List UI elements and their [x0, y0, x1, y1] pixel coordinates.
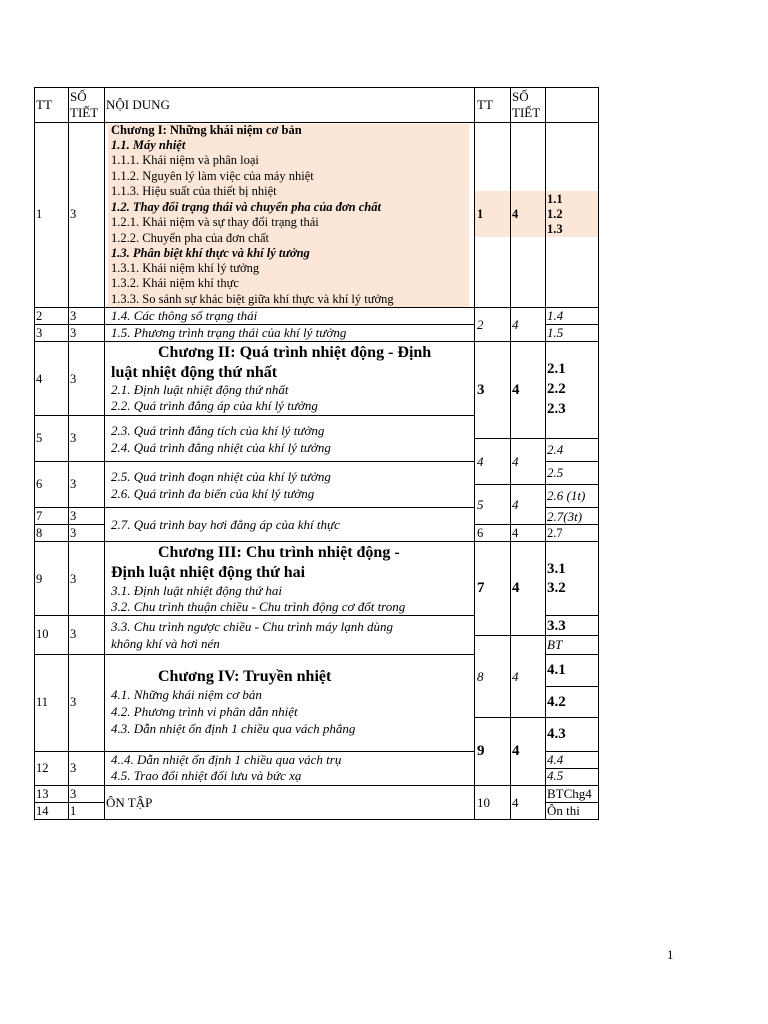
row-11-tt: 11 — [36, 695, 49, 709]
row-3-tiet: 3 — [70, 326, 77, 340]
row-6-tt: 6 — [36, 477, 43, 491]
chapter3-title-line2: Định luật nhiệt động thứ hai — [111, 564, 306, 581]
row-6-tiet: 3 — [70, 477, 77, 491]
right-ref-shading — [474, 191, 598, 237]
row-12-tt: 12 — [36, 761, 49, 775]
row-1-tiet: 3 — [70, 207, 77, 221]
chapter4-title: Chương IV: Truyền nhiệt — [158, 668, 332, 685]
header-so2: SỐ — [512, 89, 529, 104]
group-2-tiet: 4 — [512, 317, 519, 332]
ref-2-1: 2.1 — [547, 361, 566, 377]
section-1-2-2: 1.2.2. Chuyển pha của đơn chất — [111, 231, 269, 245]
group-10-tt: 10 — [477, 795, 490, 810]
row-14-tiet: 1 — [70, 804, 77, 818]
row-1-tt: 1 — [36, 207, 43, 221]
ref-3-2: 3.2 — [547, 580, 566, 596]
section-1-1-1: 1.1.1. Khái niệm và phân loại — [111, 153, 259, 167]
section-1-1: 1.1. Máy nhiệt — [111, 138, 186, 152]
chapter2-title-line2: luật nhiệt động thứ nhất — [111, 364, 278, 381]
section-1-2: 1.2. Thay đổi trạng thái và chuyển pha của đơn chất — [111, 200, 381, 214]
row-4-tiet: 3 — [70, 372, 77, 386]
group-9-tt: 9 — [477, 743, 485, 759]
header-tiet: TIẾT — [70, 105, 99, 120]
chapter1-title: Chương I: Những khái niệm cơ bản — [111, 123, 302, 137]
header-tt2: TT — [477, 97, 493, 112]
ref-2-6: 2.6 (1t) — [547, 488, 586, 503]
section-1-4: 1.4. Các thông số trạng thái — [111, 308, 258, 323]
group-8-tiet: 4 — [512, 669, 519, 684]
row-8-tt: 8 — [36, 526, 43, 540]
row-8-tiet: 3 — [70, 526, 77, 540]
ref-2-2: 2.2 — [547, 381, 566, 397]
section-1-3-3: 1.3.3. So sánh sự khác biệt giữa khí thực và khí lý tưởng — [111, 292, 394, 306]
section-2-6: 2.6. Quá trình đa biến của khí lý tưởng — [111, 486, 315, 501]
section-1-2-1: 1.2.1. Khái niệm và sự thay đổi trạng thái — [111, 215, 319, 229]
section-4-4: 4..4. Dẫn nhiệt ổn định 1 chiều qua vách trụ — [111, 752, 342, 767]
group-3-tiet: 4 — [512, 382, 520, 398]
row-9-tiet: 3 — [70, 572, 77, 586]
ref-1-3: 1.3 — [547, 222, 563, 236]
row-13-tt: 13 — [36, 787, 49, 801]
ref-btchg4: BTChg4 — [547, 786, 592, 801]
section-1-3-2: 1.3.2. Khái niệm khí thực — [111, 276, 239, 290]
ref-2-3: 2.3 — [547, 401, 566, 417]
group-7-tt: 7 — [477, 580, 485, 596]
row-12-tiet: 3 — [70, 761, 77, 775]
row-3-tt: 3 — [36, 326, 43, 340]
section-3-3-line1: 3.3. Chu trình ngược chiều - Chu trình máy lạnh dùng — [111, 619, 393, 634]
ref-3-3: 3.3 — [547, 618, 566, 634]
section-1-5: 1.5. Phương trình trạng thái của khí lý tưởng — [111, 325, 347, 340]
group-2-tt: 2 — [477, 317, 484, 332]
section-1-1-3: 1.1.3. Hiệu suất của thiết bị nhiệt — [111, 184, 277, 198]
group-6-tiet: 4 — [512, 526, 519, 540]
header-so: SỐ — [70, 89, 87, 104]
section-3-1: 3.1. Định luật nhiệt động thứ hai — [111, 583, 283, 598]
header-tiet2: TIẾT — [512, 105, 541, 120]
ref-4-3: 4.3 — [547, 726, 566, 742]
group-3-tt: 3 — [477, 382, 485, 398]
row-4-tt: 4 — [36, 372, 43, 386]
row-7-tt: 7 — [36, 509, 43, 523]
ref-4-4: 4.4 — [547, 752, 564, 767]
group-7-tiet: 4 — [512, 580, 520, 596]
group-9-tiet: 4 — [512, 743, 520, 759]
row-9-tt: 9 — [36, 572, 43, 586]
row-5-tiet: 3 — [70, 431, 77, 445]
section-2-1: 2.1. Định luật nhiệt động thứ nhất — [111, 382, 289, 397]
page-number: 1 — [667, 947, 674, 962]
ref-2-7-3t: 2.7(3t) — [547, 509, 583, 524]
section-4-5: 4.5. Trao đổi nhiệt đối lưu và bức xạ — [111, 768, 302, 783]
ref-1-5: 1.5 — [547, 325, 564, 340]
review-label: ÔN TẬP — [106, 795, 153, 810]
ref-4-2: 4.2 — [547, 694, 566, 710]
section-1-3: 1.3. Phân biệt khí thực và khí lý tưởng — [111, 246, 310, 260]
row-7-tiet: 3 — [70, 509, 77, 523]
group-6-tt: 6 — [477, 526, 484, 540]
row-11-tiet: 3 — [70, 695, 77, 709]
section-4-3: 4.3. Dẫn nhiệt ổn định 1 chiều qua vách phẳng — [111, 721, 356, 736]
row-2-tiet: 3 — [70, 309, 77, 323]
ref-4-1: 4.1 — [547, 662, 566, 678]
ref-2-4: 2.4 — [547, 442, 564, 457]
group-4-tiet: 4 — [512, 454, 519, 469]
ref-1-1: 1.1 — [547, 192, 563, 206]
row-10-tt: 10 — [36, 627, 49, 641]
section-4-2: 4.2. Phương trình vi phân dẫn nhiệt — [111, 704, 298, 719]
row-10-tiet: 3 — [70, 627, 77, 641]
group-8-tt: 8 — [477, 669, 484, 684]
ref-3-1: 3.1 — [547, 561, 566, 577]
ref-bt: BT — [547, 637, 563, 652]
section-2-7: 2.7. Quá trình bay hơi đẳng áp của khí thực — [111, 517, 340, 532]
group-5-tt: 5 — [477, 497, 484, 512]
row-2-tt: 2 — [36, 309, 43, 323]
section-2-3: 2.3. Quá trình đẳng tích của khí lý tưởng — [111, 423, 325, 438]
section-1-3-1: 1.3.1. Khái niệm khí lý tưởng — [111, 261, 260, 275]
section-2-2: 2.2. Quá trình đẳng áp của khí lý tưởng — [111, 398, 318, 413]
header-tt: TT — [36, 97, 52, 112]
ref-2-5: 2.5 — [547, 465, 564, 480]
section-2-5: 2.5. Quá trình đoạn nhiệt của khí lý tưởng — [111, 469, 331, 484]
group-1-tiet: 4 — [512, 207, 519, 221]
ref-1-4: 1.4 — [547, 308, 564, 323]
ref-2-7: 2.7 — [547, 526, 563, 540]
section-2-4: 2.4. Quá trình đẳng nhiệt của khí lý tưởng — [111, 440, 331, 455]
header-noi-dung: NỘI DUNG — [106, 97, 170, 112]
section-1-1-2: 1.1.2. Nguyên lý làm việc của máy nhiệt — [111, 169, 314, 183]
group-4-tt: 4 — [477, 454, 484, 469]
group-1-tt: 1 — [477, 207, 484, 221]
section-3-3-line2: không khí và hơi nén — [111, 636, 220, 651]
group-10-tiet: 4 — [512, 795, 519, 810]
ref-on-thi: Ôn thi — [547, 803, 580, 818]
row-13-tiet: 3 — [70, 787, 77, 801]
row-14-tt: 14 — [36, 804, 49, 818]
ref-4-5: 4.5 — [547, 768, 564, 783]
ref-1-2: 1.2 — [547, 207, 563, 221]
row-5-tt: 5 — [36, 431, 43, 445]
section-3-2: 3.2. Chu trình thuận chiều - Chu trình động cơ đốt trong — [111, 599, 406, 614]
group-5-tiet: 4 — [512, 497, 519, 512]
chapter2-title-line1: Chương II: Quá trình nhiệt động - Định — [158, 344, 432, 361]
section-4-1: 4.1. Những khái niệm cơ bản — [111, 687, 262, 702]
chapter3-title-line1: Chương III: Chu trình nhiệt động - — [158, 544, 400, 561]
